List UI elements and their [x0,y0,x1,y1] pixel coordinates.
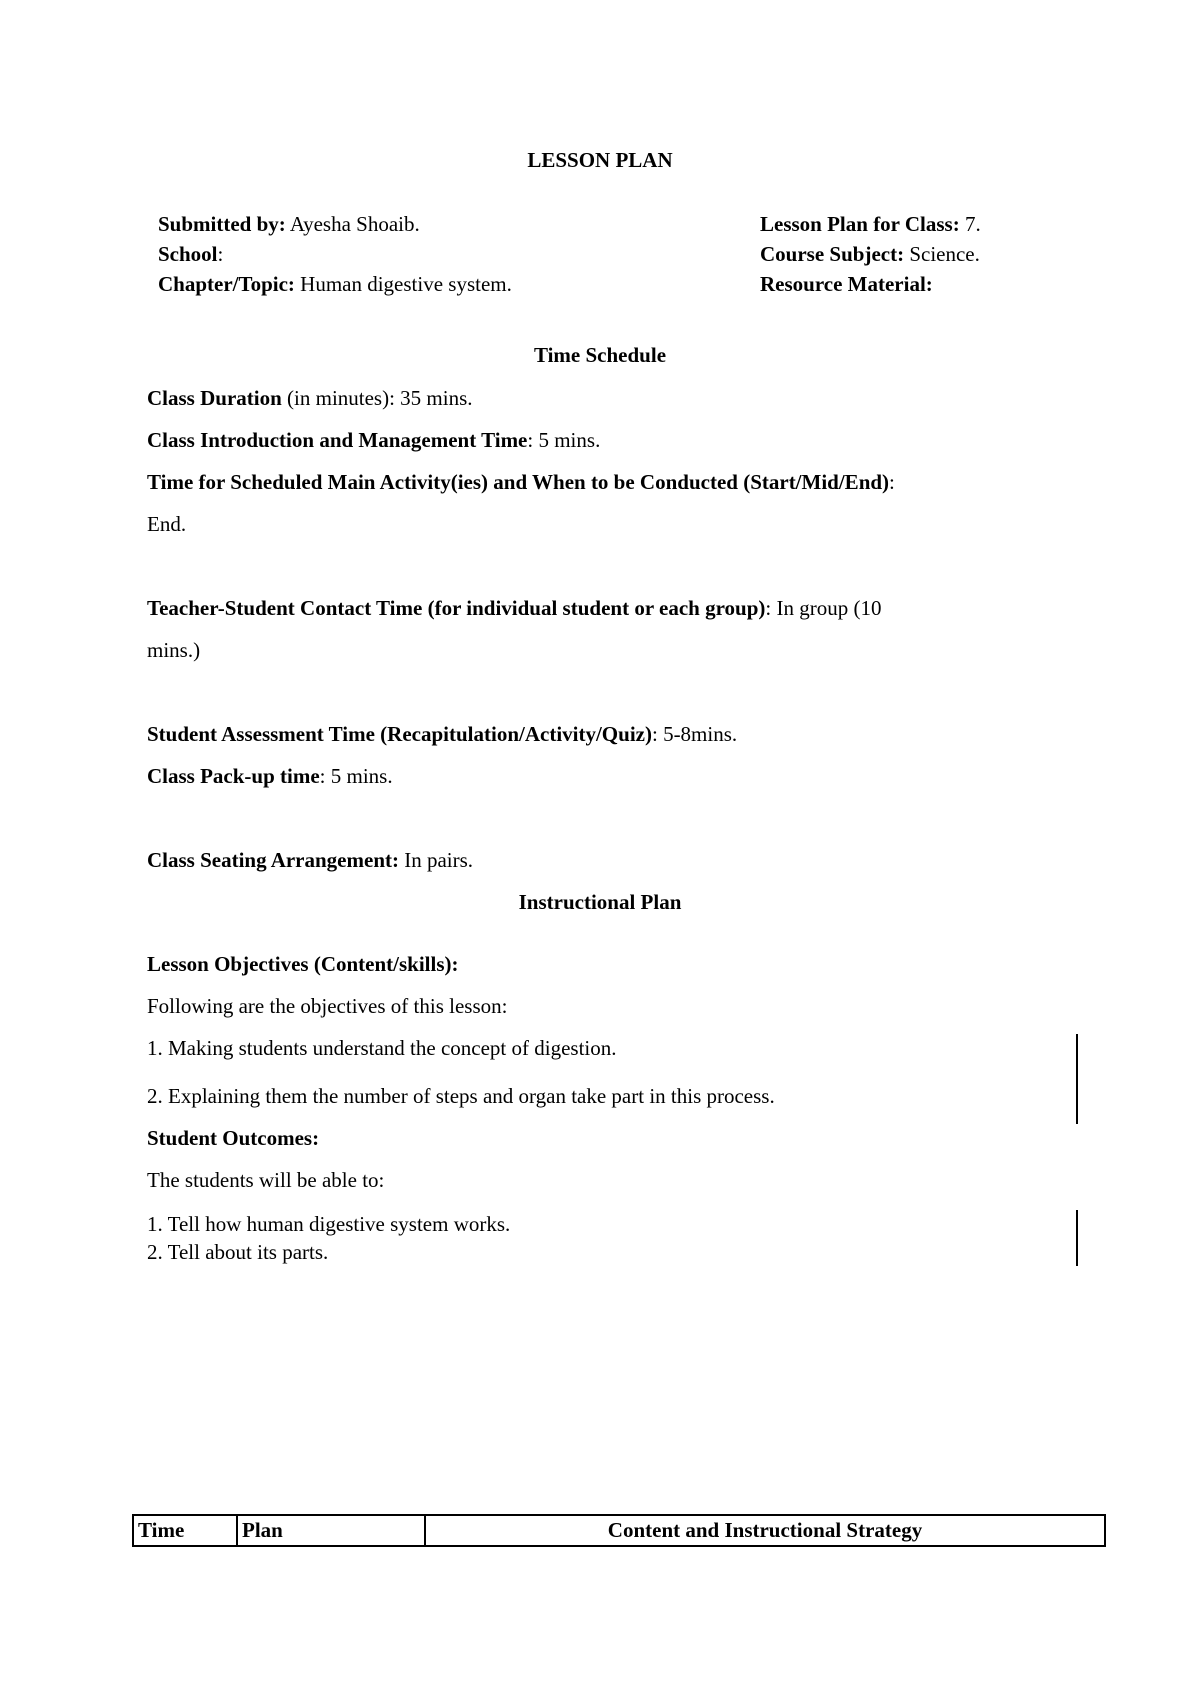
submitted-by [158,214,420,235]
seating-value: In pairs. [398,848,474,872]
assessment-value: : 5-8mins. [651,722,738,746]
class-label: Lesson Plan for Class: [760,212,960,236]
table-header-plan: Plan [237,1515,425,1546]
class-introduction [147,430,600,451]
objectives-heading: Lesson Objectives (Content/skills): [147,952,459,976]
subject-value: Science. [904,242,980,266]
packup-label: Class Pack-up time [147,764,320,788]
intro-label: Class Introduction and Management Time [147,428,528,452]
resource-label: Resource Material: [760,272,933,296]
main-activity-time [147,472,895,493]
objective-item: 1. Making students understand the concept of digestion. [147,1036,617,1060]
objective-item: 2. Explaining them the number of steps and organ take part in this process. [147,1084,775,1108]
assessment-time [147,724,737,745]
school-value: : [217,242,224,266]
packup-time [147,766,393,787]
contact-time [147,598,881,619]
main-label: Time for Scheduled Main Activity(ies) and When to be Conducted (Start/Mid/End) [147,470,890,494]
outcome-item: 1. Tell how human digestive system works. [147,1212,511,1236]
outcome-item: 2. Tell about its parts. [147,1240,329,1264]
submitted-by-label: Submitted by: [158,212,286,236]
duration-label: Class Duration [147,386,282,410]
chapter-value: Human digestive system. [294,272,512,296]
lesson-class [760,214,981,235]
chapter-label: Chapter/Topic: [158,272,295,296]
table-header-row [133,1515,1105,1546]
table-header-content: Content and Instructional Strategy [425,1515,1105,1546]
assessment-label: Student Assessment Time (Recapitulation/Activity/Quiz) [147,722,652,746]
submitted-by-value: Ayesha Shoaib. [285,212,420,236]
table-header-time: Time [133,1515,237,1546]
outcomes-intro: The students will be able to: [147,1168,385,1192]
subject-label: Course Subject: [760,242,905,266]
time-schedule-heading: Time Schedule [533,343,667,367]
duration-value: (in minutes): 35 mins. [281,386,473,410]
resource-material [760,274,933,295]
course-subject [760,244,980,265]
margin-change-bar [1076,1210,1078,1266]
seating-label: Class Seating Arrangement: [147,848,399,872]
seating-arrangement [147,850,473,871]
instructional-plan-heading: Instructional Plan [518,890,682,914]
contact-label: Teacher-Student Contact Time (for individual student or each group) [147,596,766,620]
intro-value: : 5 mins. [527,428,601,452]
objectives-intro: Following are the objectives of this lesson: [147,994,508,1018]
page-title: LESSON PLAN [527,148,673,172]
contact-value: : In group (10 [765,596,882,620]
class-duration [147,388,473,409]
school [158,244,223,265]
school-label: School [158,242,218,266]
main-activity-value: End. [147,512,187,536]
class-value: 7. [959,212,981,236]
margin-change-bar [1076,1034,1078,1124]
contact-time-continued: mins.) [147,638,201,662]
instructional-strategy-table [132,1514,1106,1547]
outcomes-heading: Student Outcomes: [147,1126,320,1150]
chapter-topic [158,274,512,295]
packup-value: : 5 mins. [319,764,393,788]
main-value: : [889,470,895,494]
